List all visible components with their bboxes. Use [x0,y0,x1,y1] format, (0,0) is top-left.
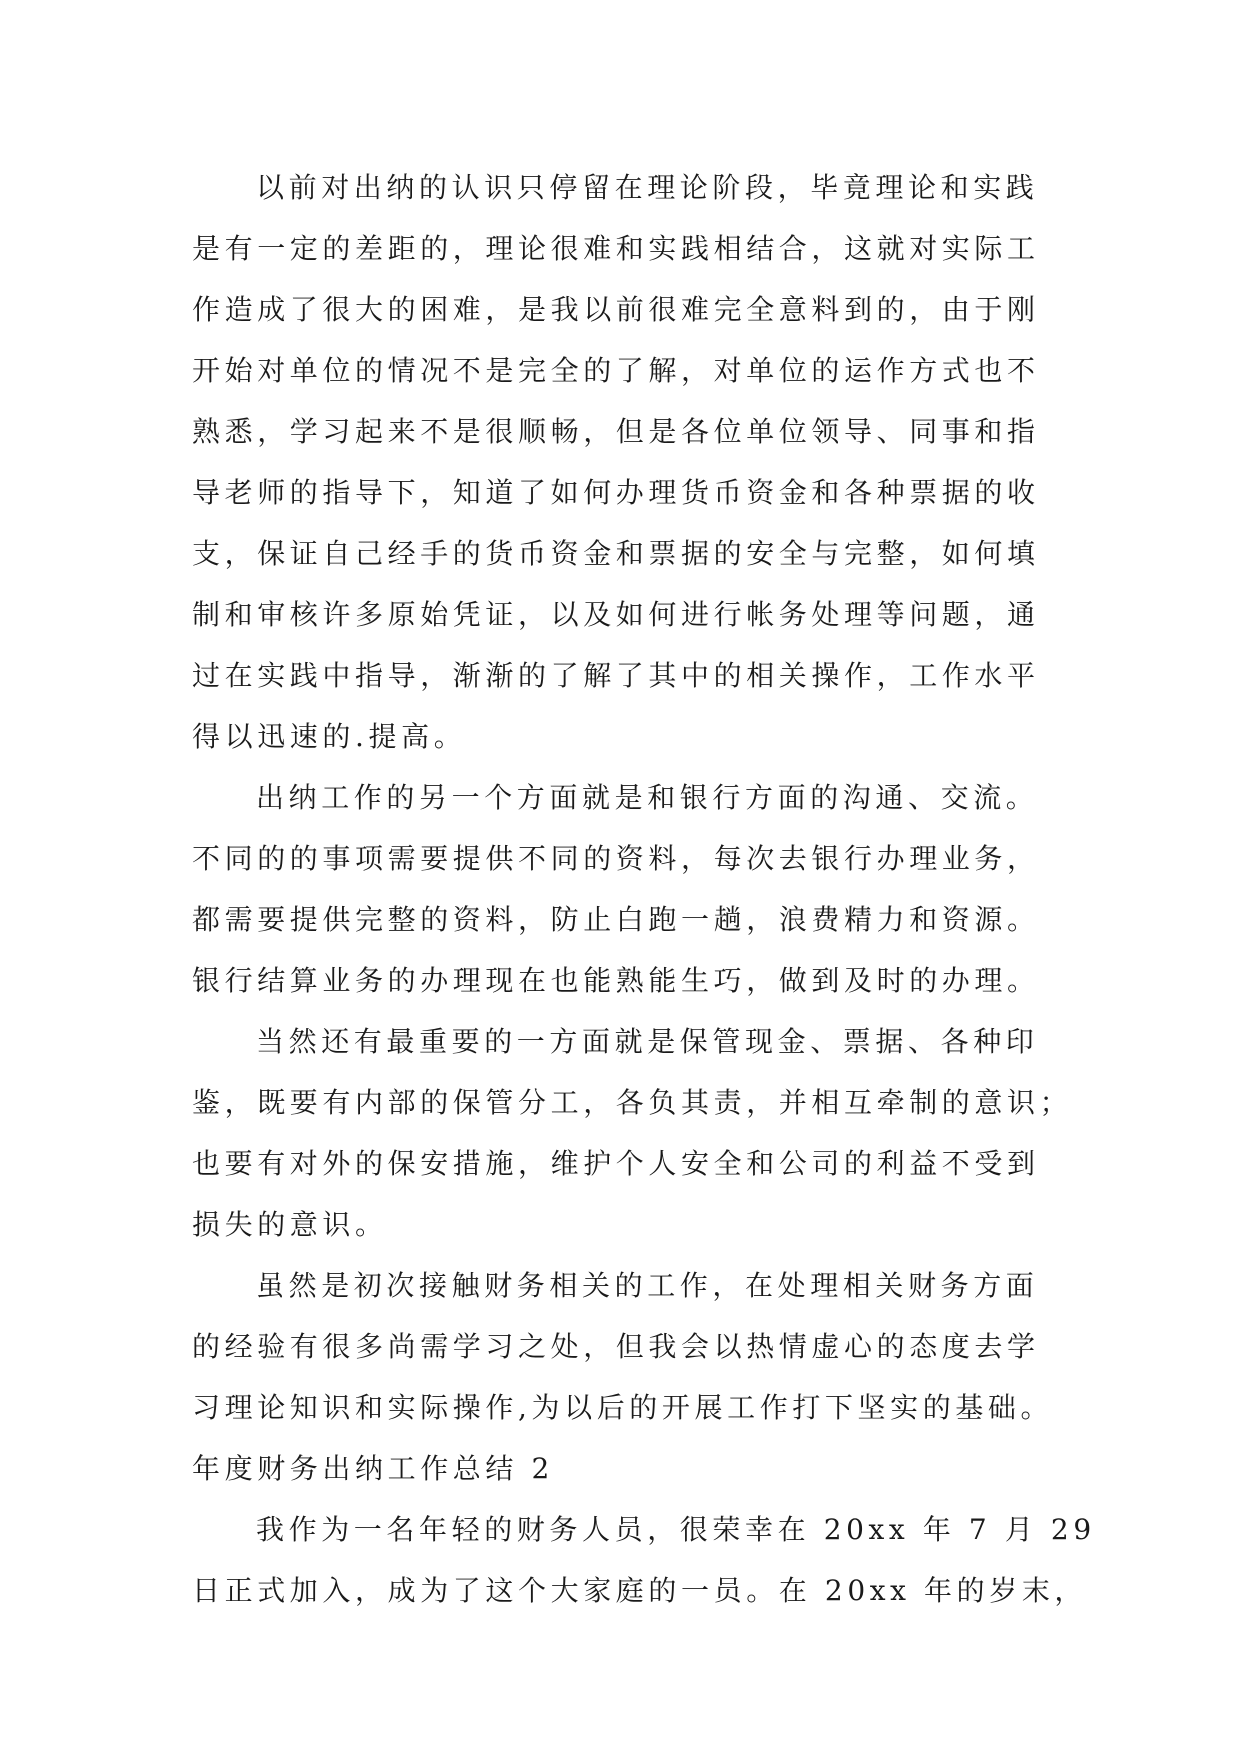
body-line: 是有一定的差距的，理论很难和实践相结合，这就对实际工 [192,232,1040,265]
body-line: 得以迅速的.提高。 [192,720,467,753]
body-line: 导老师的指导下，知道了如何办理货币资金和各种票据的收 [192,476,1040,509]
body-line: 鉴，既要有内部的保管分工，各负其责，并相互牵制的意识； [192,1086,1073,1119]
section-heading: 年度财务出纳工作总结 2 [192,1452,554,1485]
body-line: 也要有对外的保安措施，维护个人安全和公司的利益不受到 [192,1147,1040,1180]
body-line: 以前对出纳的认识只停留在理论阶段，毕竟理论和实践 [256,171,1039,204]
body-line: 都需要提供完整的资料，防止白跑一趟，浪费精力和资源。 [192,903,1040,936]
body-line: 过在实践中指导，渐渐的了解了其中的相关操作，工作水平 [192,659,1040,692]
body-line: 开始对单位的情况不是完全的了解，对单位的运作方式也不 [192,354,1040,387]
body-line: 出纳工作的另一个方面就是和银行方面的沟通、交流。 [256,781,1039,814]
body-line: 不同的的事项需要提供不同的资料，每次去银行办理业务， [192,842,1040,875]
body-line: 我作为一名年轻的财务人员，很荣幸在 20xx 年 7 月 29 [256,1513,1096,1546]
body-line: 制和审核许多原始凭证，以及如何进行帐务处理等问题，通 [192,598,1040,631]
body-line: 支，保证自己经手的货币资金和票据的安全与完整，如何填 [192,537,1040,570]
body-line: 作造成了很大的困难，是我以前很难完全意料到的，由于刚 [192,293,1040,326]
body-line: 日正式加入，成为了这个大家庭的一员。在 20xx 年的岁末， [192,1574,1088,1607]
body-line: 的经验有很多尚需学习之处，但我会以热情虚心的态度去学 [192,1330,1040,1363]
body-line: 习理论知识和实际操作,为以后的开展工作打下坚实的基础。 [192,1391,1054,1424]
body-line: 虽然是初次接触财务相关的工作，在处理相关财务方面 [256,1269,1039,1302]
body-line: 熟悉，学习起来不是很顺畅，但是各位单位领导、同事和指 [192,415,1040,448]
body-line: 损失的意识。 [192,1208,388,1241]
body-line: 当然还有最重要的一方面就是保管现金、票据、各种印 [256,1025,1039,1058]
body-line: 银行结算业务的办理现在也能熟能生巧，做到及时的办理。 [192,964,1040,997]
